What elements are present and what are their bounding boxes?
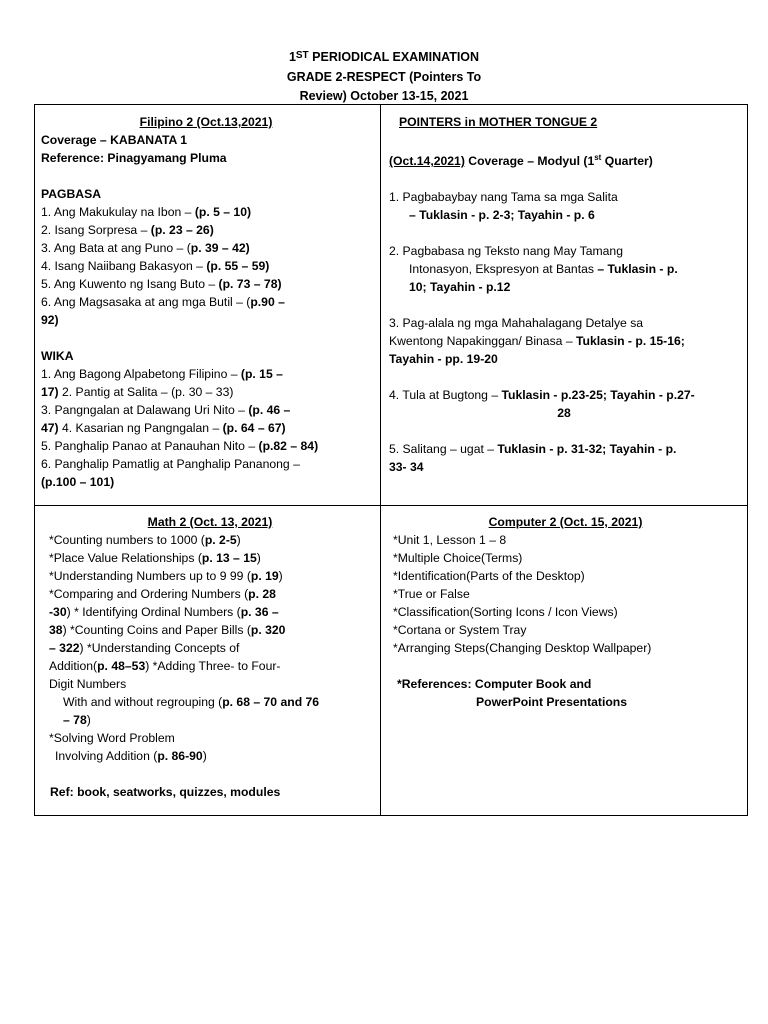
list-item: – 322) *Understanding Concepts of	[49, 641, 240, 655]
list-item: Digit Numbers	[49, 677, 127, 691]
mother-tongue-coverage: (Oct.14,2021) Coverage – Modyul (1st Quarter)	[389, 153, 653, 169]
table-divider-horizontal	[35, 505, 747, 506]
list-item: 2. Pagbabasa ng Teksto nang May Tamang	[389, 244, 623, 259]
list-item: *Counting numbers to 1000 (p. 2-5)	[49, 533, 241, 547]
list-item: 1. Ang Bagong Alpabetong Filipino – (p. 15 –	[41, 367, 283, 381]
list-item: 5. Ang Kuwento ng Isang Buto – (p. 73 – 78)	[41, 277, 282, 291]
list-item: 28	[557, 406, 571, 421]
title-line-3: Review) October 13-15, 2021	[299, 89, 469, 103]
title-ordinal-suffix: ST	[295, 50, 309, 61]
list-item: 3. Pangngalan at Dalawang Uri Nito – (p. 46 –	[41, 403, 291, 417]
list-item: *Comparing and Ordering Numbers (p. 28	[49, 587, 276, 601]
list-item: *Cortana or System Tray	[393, 623, 527, 637]
filipino-reference: Reference: Pinagyamang Pluma	[41, 151, 227, 165]
list-item: 17) 2. Pantig at Salita – (p. 30 – 33)	[41, 385, 234, 399]
list-item: 10; Tayahin - p.12	[409, 280, 511, 295]
list-item: 47) 4. Kasarian ng Pangngalan – (p. 64 – 67)	[41, 421, 286, 435]
math-cell	[45, 513, 375, 801]
list-item: Intonasyon, Ekspresyon at Bantas – Tuklasin - p.	[409, 262, 678, 277]
list-item: 6. Ang Magsasaka at ang mga Butil – (p.90 –	[41, 295, 285, 309]
list-item: (p.100 – 101)	[41, 475, 115, 489]
list-item: 2. Isang Sorpresa – (p. 23 – 26)	[41, 223, 214, 237]
list-item: 6. Panghalip Pamatlig at Panghalip Pananong –	[41, 457, 300, 471]
list-item: Addition(p. 48–53) *Adding Three- to Four-	[49, 659, 281, 673]
list-item: *Unit 1, Lesson 1 – 8	[393, 533, 507, 547]
pagbasa-heading: PAGBASA	[41, 187, 102, 201]
computer-reference-2: PowerPoint Presentations	[476, 695, 628, 709]
list-item: 4. Tula at Bugtong – Tuklasin - p.23-25; Tayahin - p.27-	[389, 388, 695, 403]
list-item: 92)	[41, 313, 59, 327]
list-item: 38) *Counting Coins and Paper Bills (p. 320	[49, 623, 286, 637]
computer-cell	[393, 513, 738, 711]
list-item: – Tuklasin - p. 2-3; Tayahin - p. 6	[409, 208, 595, 223]
wika-heading: WIKA	[41, 349, 74, 363]
list-item: *Multiple Choice(Terms)	[393, 551, 523, 565]
list-item: 5. Salitang – ugat – Tuklasin - p. 31-32; Tayahin - p.	[389, 442, 677, 457]
list-item: 1. Ang Makukulay na Ibon – (p. 5 – 10)	[41, 205, 252, 219]
list-item: *Understanding Numbers up to 9 99 (p. 19)	[49, 569, 283, 583]
list-item: *Identification(Parts of the Desktop)	[393, 569, 585, 583]
computer-title: Computer 2 (Oct. 15, 2021)	[488, 515, 643, 529]
pointers-table	[34, 104, 748, 816]
list-item: 4. Isang Naiibang Bakasyon – (p. 55 – 59)	[41, 259, 270, 273]
math-reference: Ref: book, seatworks, quizzes, modules	[50, 785, 281, 799]
list-item: *Solving Word Problem	[49, 731, 175, 745]
list-item: With and without regrouping (p. 68 – 70 and 76	[63, 695, 320, 709]
title-text: PERIODICAL EXAMINATION	[308, 50, 480, 64]
table-divider-vertical	[380, 105, 381, 815]
filipino-cell	[41, 113, 371, 491]
list-item: *Classification(Sorting Icons / Icon Views)	[393, 605, 618, 619]
filipino-coverage: Coverage – KABANATA 1	[41, 133, 188, 147]
list-item: Involving Addition (p. 86-90)	[55, 749, 207, 763]
list-item: 1. Pagbabaybay nang Tama sa mga Salita	[389, 190, 618, 205]
mother-tongue-cell	[389, 113, 739, 476]
list-item: – 78)	[63, 713, 91, 727]
list-item: Tayahin - pp. 19-20	[389, 352, 498, 367]
title-ordinal: 1	[288, 50, 296, 64]
list-item: *True or False	[393, 587, 470, 601]
mother-tongue-title: POINTERS in MOTHER TONGUE 2	[399, 115, 598, 129]
title-line-1	[0, 50, 768, 64]
computer-reference-1: *References: Computer Book and	[397, 677, 592, 691]
list-item: Kwentong Napakinggan/ Binasa – Tuklasin - p. 15-16;	[389, 334, 685, 349]
math-title: Math 2 (Oct. 13, 2021)	[147, 515, 273, 529]
filipino-title: Filipino 2 (Oct.13,2021)	[139, 115, 273, 129]
list-item: 5. Panghalip Panao at Panauhan Nito – (p.82 – 84)	[41, 439, 319, 453]
list-item: *Arranging Steps(Changing Desktop Wallpaper)	[393, 641, 652, 655]
list-item: 3. Ang Bata at ang Puno – (p. 39 – 42)	[41, 241, 250, 255]
list-item: *Place Value Relationships (p. 13 – 15)	[49, 551, 261, 565]
title-line-2: GRADE 2-RESPECT (Pointers To	[286, 70, 482, 84]
list-item: -30) * Identifying Ordinal Numbers (p. 36 –	[49, 605, 279, 619]
list-item: 3. Pag-alala ng mga Mahahalagang Detalye sa	[389, 316, 644, 331]
list-item: 33- 34	[389, 460, 424, 475]
